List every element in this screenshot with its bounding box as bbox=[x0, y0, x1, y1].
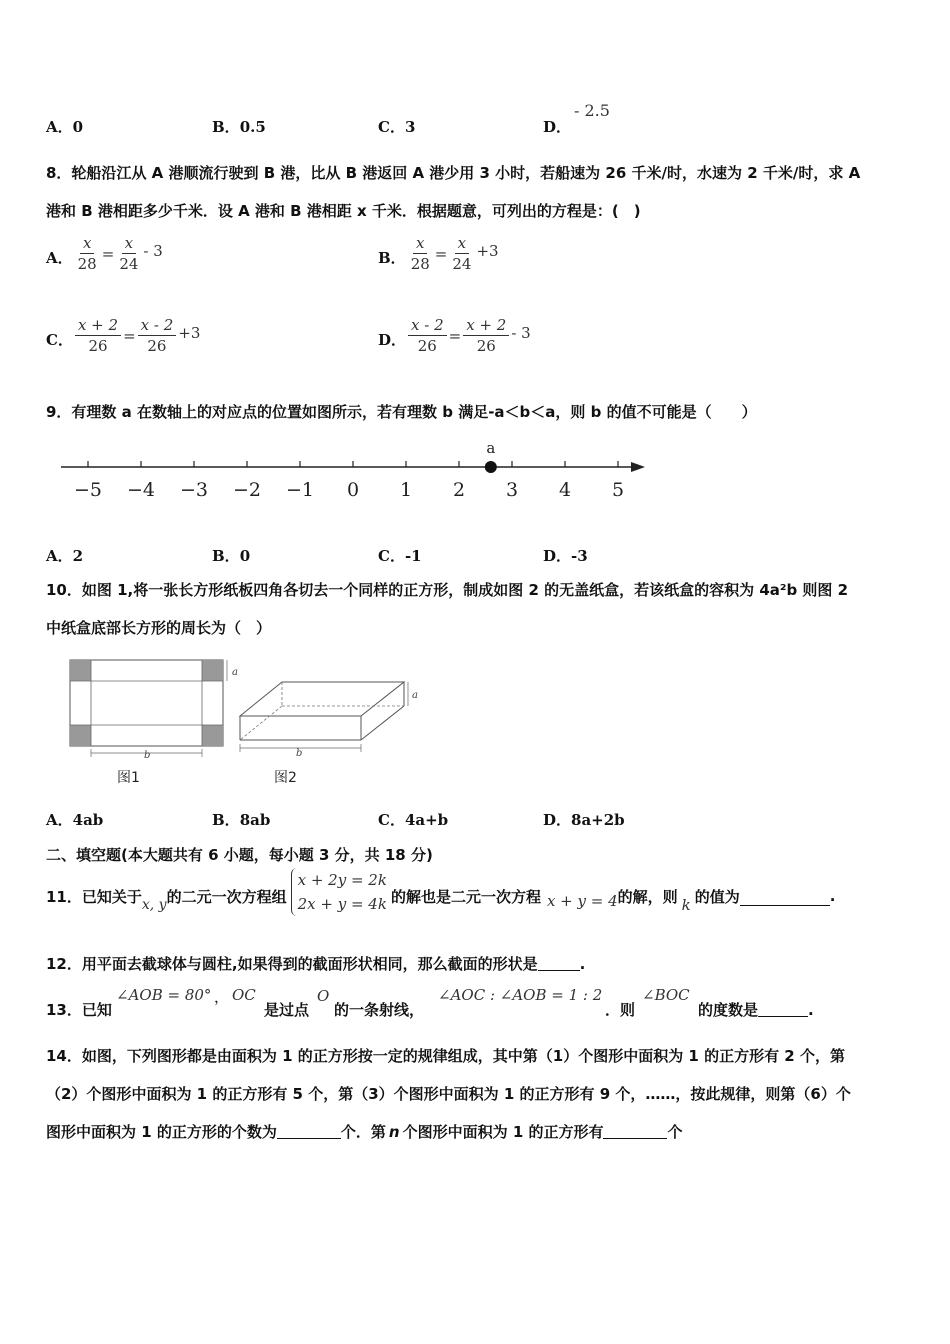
point-a-label: a bbox=[486, 439, 496, 457]
fig1-a-label: a bbox=[232, 667, 238, 678]
fraction: $\frac{x - 2}{26}$ bbox=[408, 316, 447, 355]
q7-option-d-value: - 2.5 bbox=[574, 101, 610, 120]
corner-square bbox=[70, 725, 91, 746]
q12: 12．用平面去截球体与圆柱,如果得到的截面形状相同，那么截面的形状是 . bbox=[46, 954, 586, 973]
fig1-b-label: b bbox=[144, 750, 151, 761]
number-line-tick-label: −2 bbox=[232, 479, 262, 501]
number-line-tick-label: 3 bbox=[505, 479, 519, 501]
q9-stem: 9．有理数 a 在数轴上的对应点的位置如图所示，若有理数 b 满足-a＜b＜a，则 b 的值不可能是（ ） bbox=[46, 403, 757, 421]
fraction: $\frac{x + 2}{26}$ bbox=[463, 316, 509, 355]
fraction: $\frac{x}{24}$ bbox=[452, 234, 472, 273]
q7-option-b: B．0.5 bbox=[212, 118, 266, 136]
number-line-tick-label: 1 bbox=[399, 479, 413, 501]
number-line-tick-label: 4 bbox=[558, 479, 572, 501]
q14-line1: 14．如图，下列图形都是由面积为 1 的正方形按一定的规律组成，其中第（1）个图形中面积为 1 的正方形有 2 个，第 bbox=[46, 1047, 845, 1065]
q13-text-c: ．则 bbox=[605, 1001, 636, 1019]
q7-option-d: D． bbox=[543, 118, 572, 136]
section-heading: 二、填空题(本大题共有 6 小题，每小题 3 分，共 18 分) bbox=[46, 846, 433, 864]
number-line-tick-label: −1 bbox=[285, 479, 315, 501]
q10-option-d: D．8a+2b bbox=[543, 811, 625, 829]
q10-stem-line1: 10．如图 1,将一张长方形纸板四角各切去一个同样的正方形，制成如图 2 的无盖纸盒，若该纸盒的容积为 4a²b 则图 2 bbox=[46, 581, 849, 599]
q11: 11．已知关于 x, y 的二元一次方程组 x + 2y = 2k 2x + y = 4k 的解也是二元一次方程 x + y = 4 的解，则 k 的值为 . bbox=[46, 868, 835, 916]
answer-blank[interactable] bbox=[277, 1124, 341, 1139]
q13-text-b: 的一条射线， bbox=[334, 1001, 425, 1019]
q10-option-b: B．8ab bbox=[212, 811, 271, 829]
figure-1 bbox=[62, 650, 252, 790]
q13-point-o: O bbox=[317, 987, 330, 1005]
q13-intro: 13．已知 bbox=[46, 1001, 112, 1019]
fig2-b-label: b bbox=[296, 748, 303, 759]
figure-2 bbox=[232, 668, 422, 790]
q13-text-a: 是过点 bbox=[264, 1001, 310, 1019]
corner-square bbox=[202, 660, 223, 681]
number-line-tick-label: 5 bbox=[611, 479, 625, 501]
q8-option-c: C． $\frac{x + 2}{26}$ = $\frac{x - 2}{26}$ +3 bbox=[46, 316, 201, 355]
number-line-arrow bbox=[631, 462, 645, 472]
number-line-tick-label: −4 bbox=[126, 479, 156, 501]
fraction: $\frac{x - 2}{26}$ bbox=[138, 316, 177, 355]
q9-option-a: A．2 bbox=[46, 547, 84, 565]
fig1-caption: 图1 bbox=[117, 770, 140, 786]
q10-option-c: C．4a+b bbox=[378, 811, 449, 829]
q13-ratio: ∠AOC : ∠AOB = 1 : 2 bbox=[438, 986, 603, 1004]
q13-ray-oc: OC bbox=[232, 986, 256, 1004]
point-a bbox=[485, 461, 497, 473]
q9-option-d: D．-3 bbox=[543, 547, 588, 565]
q8-stem-line2: 港和 B 港相距多少千米．设 A 港和 B 港相距 x 千米．根据题意，可列出的方程是：( ) bbox=[46, 202, 641, 220]
equation-system: x + 2y = 2k 2x + y = 4k bbox=[291, 868, 387, 916]
q8-option-d: D． $\frac{x - 2}{26}$ = $\frac{x + 2}{26}$ - 3 bbox=[378, 316, 531, 355]
fraction: $\frac{x}{24}$ bbox=[119, 234, 139, 273]
q13-angle-aob: ∠AOB = 80° bbox=[116, 986, 212, 1004]
cardboard-outline bbox=[70, 660, 223, 746]
q13-angle-boc: ∠BOC bbox=[642, 986, 690, 1004]
q8-option-a: A． $\frac{x}{28}$ = $\frac{x}{24}$ - 3 bbox=[46, 234, 163, 273]
corner-square bbox=[202, 725, 223, 746]
q13-tail: 的度数是 . bbox=[698, 1000, 814, 1019]
q10-stem-line2: 中纸盒底部长方形的周长为（ ） bbox=[46, 619, 272, 637]
q9-option-c: C．-1 bbox=[378, 547, 422, 565]
q14-line2: （2）个图形中面积为 1 的正方形有 5 个，第（3）个图形中面积为 1 的正方形有 9 个，……，按此规律，则第（6）个 bbox=[46, 1085, 851, 1103]
fig2-a-label: a bbox=[412, 690, 418, 701]
q9-option-b: B．0 bbox=[212, 547, 251, 565]
q7-option-a: A．0 bbox=[46, 118, 84, 136]
number-line-tick-label: −5 bbox=[73, 479, 103, 501]
q8-option-b: B． $\frac{x}{28}$ = $\frac{x}{24}$ +3 bbox=[378, 234, 499, 273]
fig2-caption: 图2 bbox=[274, 770, 297, 786]
answer-blank[interactable] bbox=[758, 1002, 808, 1017]
fraction: $\frac{x}{28}$ bbox=[410, 234, 430, 273]
answer-blank[interactable] bbox=[740, 891, 830, 906]
fraction: $\frac{x + 2}{26}$ bbox=[75, 316, 121, 355]
q14-line3: 图形中面积为 1 的正方形的个数为 个．第 n 个图形中面积为 1 的正方形有 个 bbox=[46, 1122, 683, 1141]
number-line bbox=[55, 430, 655, 510]
number-line-tick-label: −3 bbox=[179, 479, 209, 501]
number-line-tick-label: 2 bbox=[452, 479, 466, 501]
q7-option-c: C．3 bbox=[378, 118, 416, 136]
q8-stem-line1: 8．轮船沿江从 A 港顺流行驶到 B 港，比从 B 港返回 A 港少用 3 小时，若船速为 26 千米/时，水速为 2 千米/时，求 A bbox=[46, 164, 861, 182]
box-top-rim bbox=[240, 682, 404, 716]
fraction: $\frac{x}{28}$ bbox=[77, 234, 97, 273]
answer-blank[interactable] bbox=[538, 956, 580, 971]
q13-comma: ， bbox=[214, 988, 230, 1006]
answer-blank[interactable] bbox=[603, 1124, 667, 1139]
q10-option-a: A．4ab bbox=[46, 811, 104, 829]
number-line-tick-label: 0 bbox=[346, 479, 360, 501]
corner-square bbox=[70, 660, 91, 681]
